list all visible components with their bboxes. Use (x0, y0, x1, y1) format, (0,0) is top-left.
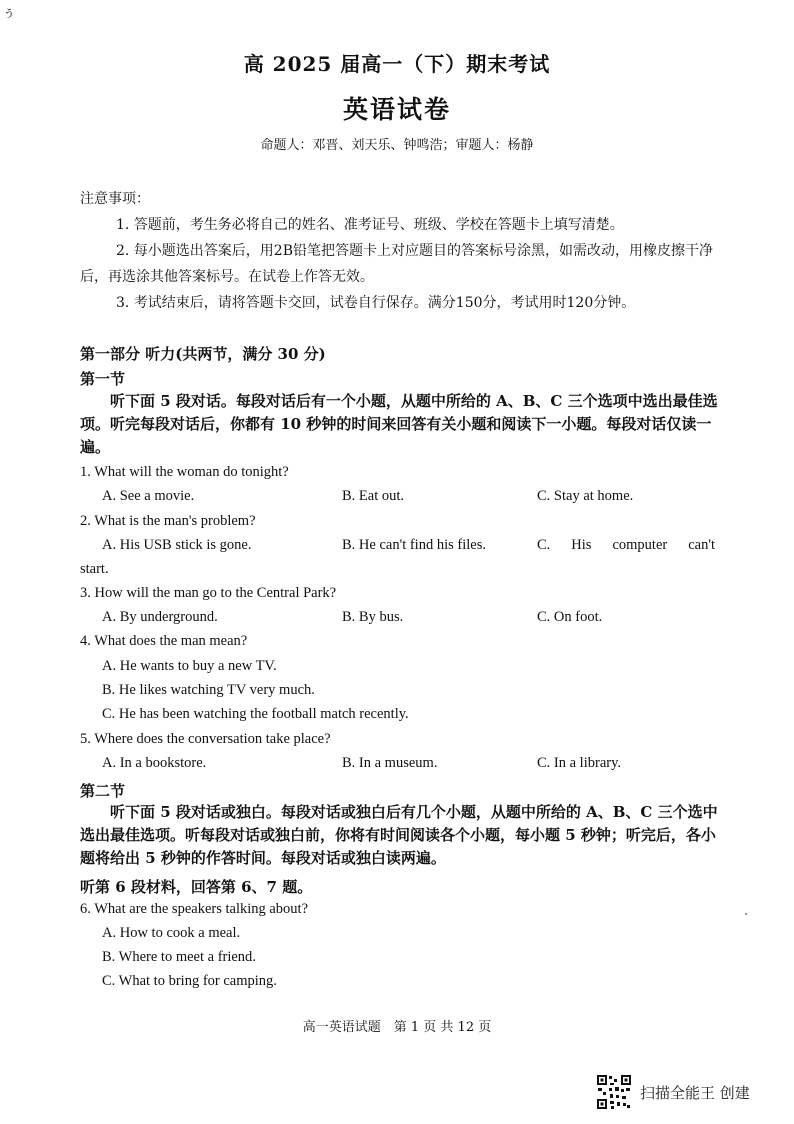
qr-code-icon (596, 1074, 632, 1110)
q5-option-b: B. In a museum. (342, 755, 438, 771)
q4-option-a: A. He wants to buy a new TV. (102, 658, 277, 674)
q6-option-c: C. What to bring for camping. (102, 973, 277, 989)
notes-heading: 注意事项： (80, 191, 150, 207)
question-6: 6. What are the speakers talking about? (80, 901, 309, 917)
q2-option-c-word-1: C. (537, 537, 551, 553)
q2-option-c-word-3: computer (612, 537, 668, 553)
q1-option-c: C. Stay at home. (537, 488, 634, 504)
part1-title: 第一部分 听力(共两节，满分 30 分) (80, 345, 326, 363)
corner-mark: ぅ (2, 5, 16, 21)
scanner-watermark (596, 1074, 750, 1110)
exam-authors: 命题人：邓晋、刘天乐、钟鸣浩；审题人：杨静 (260, 138, 534, 153)
q6-option-b: B. Where to meet a friend. (102, 949, 256, 965)
q2-option-a: A. His USB stick is gone. (102, 537, 252, 553)
section2-title: 第二节 (80, 782, 126, 800)
question-3: 3. How will the man go to the Central Park? (80, 585, 337, 601)
watermark-text: 扫描全能王 创建 (640, 1083, 750, 1102)
q2-option-b: B. He can't find his files. (342, 537, 486, 553)
q2-option-c-continued: start. (80, 561, 109, 577)
notes-section (80, 186, 720, 316)
q3-option-b: B. By bus. (342, 609, 404, 625)
q4-option-b: B. He likes watching TV very much. (102, 682, 315, 698)
q1-option-a: A. See a movie. (102, 488, 195, 504)
notes-item-2: 2. 每小题选出答案后，用2B铅笔把答题卡上对应题目的答案标号涂黑，如需改动，用橡皮擦干净后，再选涂其他答案标号。在试卷上作答无效。 (80, 243, 714, 285)
page-footer: 高一英语试题 第 1 页 共 12 页 (302, 1020, 492, 1035)
q3-option-a: A. By underground. (102, 609, 218, 625)
scan-speck (745, 913, 747, 915)
question-4: 4. What does the man mean? (80, 633, 248, 649)
notes-item-1: 1. 答题前，考生务必将自己的姓名、准考证号、班级、学校在答题卡上填写清楚。 (116, 217, 624, 233)
q2-option-c-word-4: can't (688, 537, 715, 553)
q2-option-c (537, 537, 715, 554)
section2-intro-text: 听下面 5 段对话或独白。每段对话或独白后有几个小题，从题中所给的 A、B、C 三个选中选出最佳选项。听每段对话或独白前，你将有时间阅读各个小题，每小题 5 秒钟；听完后，各小题将给出 5 秒钟的作答时间。每段对话或独白读两遍。 (80, 803, 718, 867)
question-2: 2. What is the man's problem? (80, 513, 256, 529)
section1-intro-text: 听下面 5 段对话。每段对话后有一个小题，从题中所给的 A、B、C 三个选项中选出最佳选项。听完每段对话后，你都有 10 秒钟的时间来回答有关小题和阅读下一小题。每段对话仅读一遍。 (80, 392, 718, 456)
notes-item-3: 3. 考试结束后，请将答题卡交回，试卷自行保存。满分150分，考试用时120分钟。 (116, 295, 636, 311)
q4-option-c: C. He has been watching the football match recently. (102, 706, 409, 722)
question-1: 1. What will the woman do tonight? (80, 464, 289, 480)
exam-title: 高 2025 届高一（下）期末考试 (243, 52, 551, 76)
question-5: 5. Where does the conversation take place? (80, 731, 331, 747)
section1-intro (80, 390, 720, 459)
q3-option-c: C. On foot. (537, 609, 603, 625)
q5-option-a: A. In a bookstore. (102, 755, 207, 771)
q1-option-b: B. Eat out. (342, 488, 405, 504)
exam-subtitle: 英语试卷 (342, 95, 451, 124)
section2-subheading: 听第 6 段材料，回答第 6、7 题。 (80, 878, 313, 896)
section1-title: 第一节 (80, 370, 126, 388)
q6-option-a: A. How to cook a meal. (102, 925, 241, 941)
q2-option-c-word-2: His (571, 537, 592, 553)
q5-option-c: C. In a library. (537, 755, 622, 771)
section2-intro (80, 801, 720, 870)
